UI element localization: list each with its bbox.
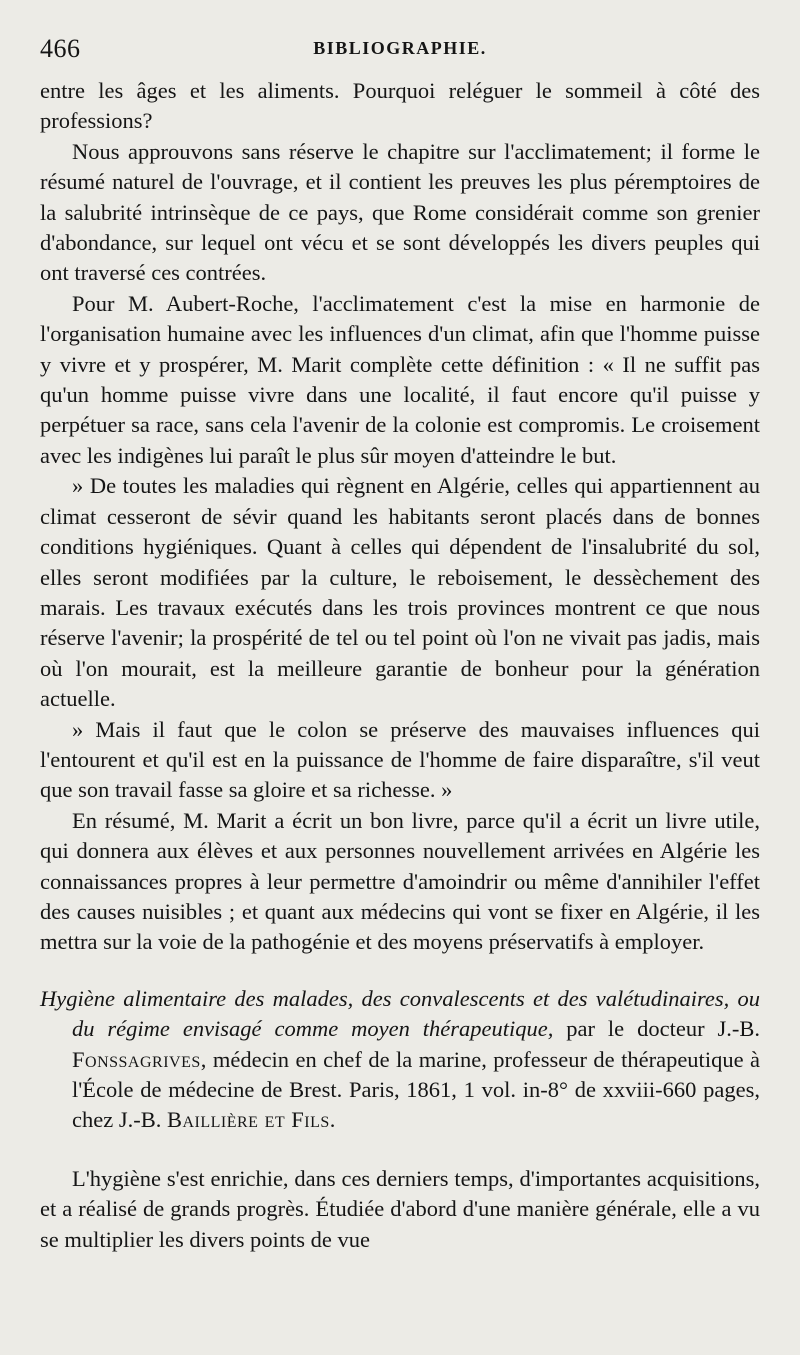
page-header — [40, 26, 760, 76]
paragraph: entre les âges et les aliments. Pourquoi reléguer le sommeil à côté des professions? — [40, 78, 760, 134]
book-end: . — [329, 1107, 336, 1133]
page-number: 466 — [40, 34, 81, 63]
book-details: , médecin en chef de la marine, professeur de thérapeutique à l'École de médecine de Brest. Paris, 1861, 1 vol. in-8° de xxviii-660 pages, chez J.-B. — [72, 1046, 760, 1133]
bibliography-entry — [40, 984, 760, 1136]
book-title: Hygiène alimentaire des malades, des convalescents et des valétudinaires, ou du régime envisagé comme moyen thérapeutique, — [40, 985, 760, 1042]
book-publisher: Baillière et Fils — [166, 1107, 330, 1133]
paragraph: » De toutes les maladies qui règnent en Algérie, celles qui appartiennent au climat cesseront de sévir quand les habitants seront placés dans de bonnes conditions hygiéniques. Quant à celles qui dépendent de l'insalubrité du sol, elles seront modifiées par la culture, le reboisement, le dessèchement des marais. Les travaux exécutés dans les trois provinces montrent ce que nous réserve l'avenir; la prospérité de tel ou tel point où l'on ne vivait pas jadis, mais où l'on mourait, est la meilleure garantie de bonheur pour la génération actuelle. — [40, 473, 760, 712]
review-text — [40, 1164, 760, 1255]
section-separator — [40, 958, 760, 984]
running-title: BIBLIOGRAPHIE. — [313, 38, 487, 58]
paragraph: L'hygiène s'est enrichie, dans ces derniers temps, d'importantes acquisitions, et a réalisé de grands progrès. Étudiée d'abord d'une manière générale, elle a vu se multiplier les divers points de vue — [40, 1165, 760, 1252]
section-separator — [40, 1136, 760, 1164]
paragraph: Pour M. Aubert-Roche, l'acclimatement c'est la mise en harmonie de l'organisation humaine avec les influences d'un climat, afin que l'homme puisse y vivre et y prospérer, M. Marit complète cette définition : « Il ne suffit pas qu'un homme puisse vivre dans une localité, il faut encore qu'il puisse y perpétuer sa race, sans cela l'avenir de la colonie est compromis. Le croisement avec les indigènes lui paraît le plus sûr moyen d'atteindre le but. — [40, 290, 760, 468]
paragraph: » Mais il faut que le colon se préserve des mauvaises influences qui l'entourent et qu'il est en la puissance de l'homme de faire disparaître, s'il veut que son travail fasse sa gloire et sa richesse. » — [40, 716, 760, 803]
paragraph: En résumé, M. Marit a écrit un bon livre, parce qu'il a écrit un livre utile, qui donnera aux élèves et aux personnes nouvellement arrivées en Algérie les connaissances propres à leur permettre d'amoindrir ou même d'annihiler l'effet des causes nuisibles ; et quant aux médecins qui vont se fixer en Algérie, il les mettra sur la voie de la pathogénie et des moyens préservatifs à employer. — [40, 807, 760, 955]
book-author: Fonssagrives — [72, 1046, 201, 1072]
body-text — [40, 76, 760, 958]
paragraph: Nous approuvons sans réserve le chapitre sur l'acclimatement; il forme le résumé naturel de l'ouvrage, et il contient les preuves les plus péremptoires de la salubrité intrinsèque de ce pays, que Rome considérait comme son grenier d'abondance, sur lequel ont vécu et se sont développés les divers peuples qui ont traversé ces contrées. — [40, 138, 760, 286]
book-by: par le docteur J.-B. — [553, 1016, 760, 1042]
